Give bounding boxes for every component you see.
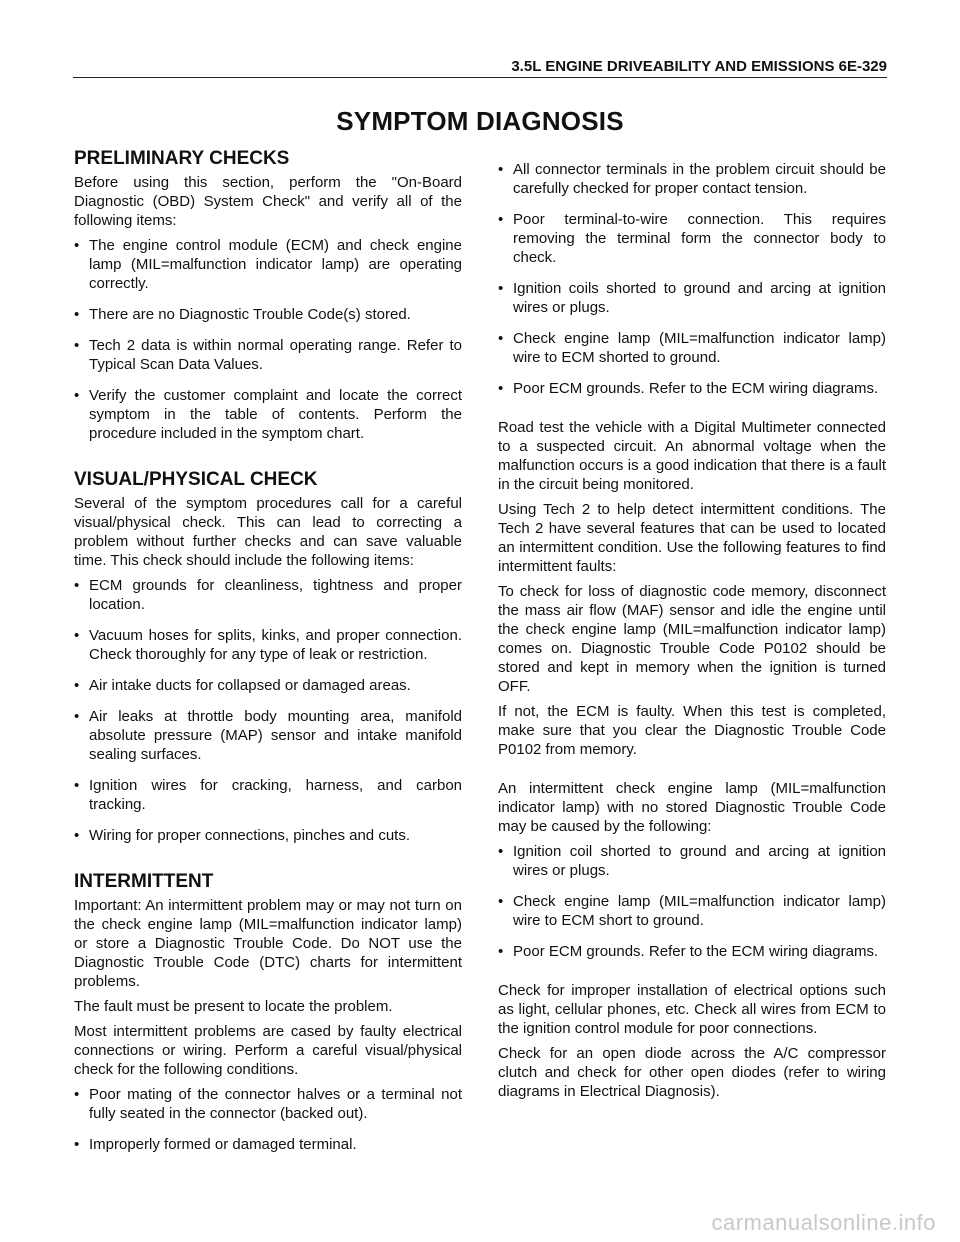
list-item: • Improperly formed or damaged terminal. bbox=[74, 1135, 462, 1154]
list-item: • Air leaks at throttle body mounting area, manifold absolute pressure (MAP) sensor and intake manifold sealing surfaces. bbox=[74, 707, 462, 764]
intermittent-list bbox=[74, 1085, 462, 1154]
intermittent-paragraph: The fault must be present to locate the problem. bbox=[74, 998, 393, 1015]
body-paragraph: If not, the ECM is faulty. When this test is completed, make sure that you clear the Diagnostic Trouble Code P0102 from memory. bbox=[498, 703, 886, 758]
body-paragraph: Check for improper installation of electrical options such as light, cellular phones, etc. Check all wires from ECM to the ignition control module for poor connections. bbox=[498, 982, 886, 1037]
left-column bbox=[74, 148, 462, 1166]
intermittent-paragraph: Important: An intermittent problem may or may not turn on the check engine lamp (MIL=malfunction indicator lamp) or store a Diagnostic Trouble Code. Do NOT use the Diagnostic Trouble Code (DTC) charts for intermittent problems. bbox=[74, 897, 462, 990]
preliminary-list bbox=[74, 236, 462, 443]
list-item: • Ignition coils shorted to ground and arcing at ignition wires or plugs. bbox=[498, 279, 886, 317]
list-item: • Poor ECM grounds. Refer to the ECM wiring diagrams. bbox=[498, 942, 886, 961]
intermittent-paragraph: Most intermittent problems are cased by faulty electrical connections or wiring. Perform a careful visual/physical check for the following conditions. bbox=[74, 1023, 462, 1078]
list-item: • The engine control module (ECM) and check engine lamp (MIL=malfunction indicator lamp) are operating correctly. bbox=[74, 236, 462, 293]
visual-list bbox=[74, 576, 462, 845]
preliminary-checks-heading: PRELIMINARY CHECKS bbox=[74, 148, 290, 169]
body-paragraph: Road test the vehicle with a Digital Multimeter connected to a suspected circuit. An abnormal voltage when the malfunction occurs is a good indication that there is a fault in the circuit being monitored. bbox=[498, 419, 886, 493]
page-header: 3.5L ENGINE DRIVEABILITY AND EMISSIONS 6E-329 bbox=[511, 58, 887, 75]
list-item: • Vacuum hoses for splits, kinks, and proper connection. Check thoroughly for any type of leak or restriction. bbox=[74, 626, 462, 664]
list-item: • Check engine lamp (MIL=malfunction indicator lamp) wire to ECM shorted to ground. bbox=[498, 329, 886, 367]
condition-list bbox=[498, 160, 886, 398]
list-item: • All connector terminals in the problem circuit should be carefully checked for proper contact tension. bbox=[498, 160, 886, 198]
header-rule bbox=[73, 77, 887, 78]
body-paragraph: Using Tech 2 to help detect intermittent conditions. The Tech 2 have several features that can be used to located an intermittent condition. Use the following features to find intermittent faults: bbox=[498, 501, 886, 575]
list-item: • Poor mating of the connector halves or a terminal not fully seated in the connector (backed out). bbox=[74, 1085, 462, 1123]
intermittent-heading: INTERMITTENT bbox=[74, 871, 214, 892]
list-item: • Tech 2 data is within normal operating range. Refer to Typical Scan Data Values. bbox=[74, 336, 462, 374]
body-paragraph: Check for an open diode across the A/C compressor clutch and check for other open diodes (refer to wiring diagrams in Electrical Diagnosis). bbox=[498, 1045, 886, 1100]
body-paragraph: To check for loss of diagnostic code memory, disconnect the mass air flow (MAF) sensor and idle the engine until the check engine lamp (MIL=malfunction indicator lamp) comes on. Diagnostic Trouble Code P0102 should be stored and kept in memory when the ignition is turned OFF. bbox=[498, 583, 886, 695]
list-item: • Poor ECM grounds. Refer to the ECM wiring diagrams. bbox=[498, 379, 886, 398]
preliminary-intro: Before using this section, perform the "On-Board Diagnostic (OBD) System Check" and verify all of the following items: bbox=[74, 174, 462, 229]
list-item: • ECM grounds for cleanliness, tightness and proper location. bbox=[74, 576, 462, 614]
mil-cause-list bbox=[498, 842, 886, 961]
visual-intro: Several of the symptom procedures call for a careful visual/physical check. This can lead to correcting a problem without further checks and can save valuable time. This check should include the following items: bbox=[74, 495, 462, 569]
list-item: • Poor terminal-to-wire connection. This requires removing the terminal form the connector body to check. bbox=[498, 210, 886, 267]
list-item: • Check engine lamp (MIL=malfunction indicator lamp) wire to ECM short to ground. bbox=[498, 892, 886, 930]
list-item: • Verify the customer complaint and locate the correct symptom in the table of contents. Perform the procedure included in the symptom chart. bbox=[74, 386, 462, 443]
right-column bbox=[498, 160, 886, 1107]
visual-check-heading: VISUAL/PHYSICAL CHECK bbox=[74, 469, 318, 490]
list-item: • There are no Diagnostic Trouble Code(s) stored. bbox=[74, 305, 462, 324]
list-item: • Air intake ducts for collapsed or damaged areas. bbox=[74, 676, 462, 695]
list-item: • Ignition coil shorted to ground and arcing at ignition wires or plugs. bbox=[498, 842, 886, 880]
list-item: • Wiring for proper connections, pinches and cuts. bbox=[74, 826, 462, 845]
list-item: • Ignition wires for cracking, harness, and carbon tracking. bbox=[74, 776, 462, 814]
page-title: SYMPTOM DIAGNOSIS bbox=[336, 106, 624, 136]
watermark: carmanualsonline.info bbox=[711, 1210, 936, 1235]
body-paragraph: An intermittent check engine lamp (MIL=malfunction indicator lamp) with no stored Diagnostic Trouble Code may be caused by the following: bbox=[498, 780, 886, 835]
